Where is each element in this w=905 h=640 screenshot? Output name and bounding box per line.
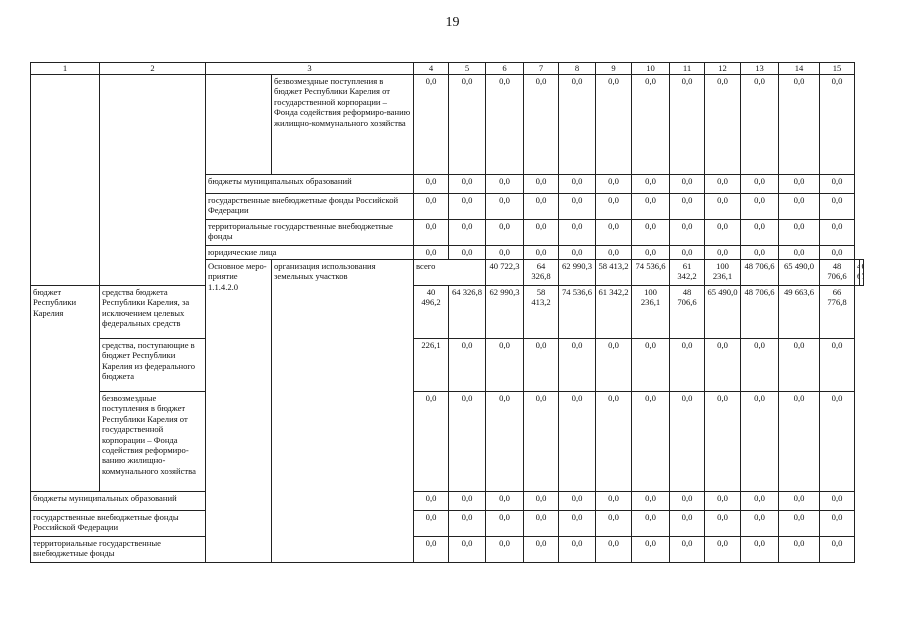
value-cell: 0,0 bbox=[632, 194, 670, 220]
value-cell: 0,0 bbox=[670, 194, 705, 220]
value-cell: 0,0 bbox=[559, 511, 596, 537]
table-row bbox=[31, 511, 864, 537]
value-cell: 0,0 bbox=[705, 175, 741, 194]
value-cell: 0,0 bbox=[524, 392, 559, 492]
value-cell: 0,0 bbox=[820, 492, 855, 511]
row-label: территориальные государственные внебюджетные фонды bbox=[206, 220, 414, 246]
value-cell: 0,0 bbox=[524, 511, 559, 537]
value-cell: 0,0 bbox=[596, 194, 632, 220]
value-cell: 0,0 bbox=[414, 392, 449, 492]
value-cell: 0,0 bbox=[596, 537, 632, 563]
value-cell: 0,0 bbox=[632, 392, 670, 492]
value-cell: 0,0 bbox=[820, 339, 855, 392]
activity-code: Основное меро-приятие 1.1.4.2.0 bbox=[206, 260, 272, 563]
value-cell: 0,0 bbox=[670, 246, 705, 260]
value-cell: 0,0 bbox=[670, 537, 705, 563]
value-cell: 66 776,8 bbox=[820, 286, 855, 339]
value-cell: 0,0 bbox=[741, 220, 779, 246]
header-cell: 8 bbox=[559, 63, 596, 75]
value-cell: 48 706,6 bbox=[741, 286, 779, 339]
value-cell: 0,0 bbox=[449, 537, 486, 563]
value-cell: 74 536,6 bbox=[559, 286, 596, 339]
value-cell: 0,0 bbox=[670, 75, 705, 175]
value-cell: 48 706,6 bbox=[820, 260, 855, 286]
table-row bbox=[31, 492, 864, 511]
value-cell bbox=[859, 260, 864, 286]
header-cell: 2 bbox=[100, 63, 206, 75]
budget-label: бюджет Республики Карелия bbox=[31, 286, 100, 492]
value-cell: 0,0 bbox=[670, 511, 705, 537]
value-cell: 0,0 bbox=[414, 511, 449, 537]
value-cell: 0,0 bbox=[741, 511, 779, 537]
row-label: средства бюджета Республики Карелия, за исключением целевых федеральных средств bbox=[100, 286, 206, 339]
value-cell bbox=[855, 260, 859, 286]
value-cell: 0,0 bbox=[596, 392, 632, 492]
value-cell: 0,0 bbox=[486, 75, 524, 175]
table-row bbox=[31, 339, 864, 392]
value-cell: 0,0 bbox=[486, 194, 524, 220]
value-cell: 0,0 bbox=[632, 492, 670, 511]
value-cell: 65 490,0 bbox=[705, 286, 741, 339]
value-cell: 62 990,3 bbox=[486, 286, 524, 339]
value-cell: 0,0 bbox=[449, 75, 486, 175]
value-cell: 0,0 bbox=[596, 220, 632, 246]
value-cell: 0,0 bbox=[414, 492, 449, 511]
header-cell: 6 bbox=[486, 63, 524, 75]
value-cell: 0,0 bbox=[779, 339, 820, 392]
value-cell: 0,0 bbox=[741, 392, 779, 492]
value-cell: 0,0 bbox=[486, 537, 524, 563]
row-label: государственные внебюджетные фонды Российской Федерации bbox=[206, 194, 414, 220]
value-cell: 58 413,2 bbox=[596, 260, 632, 286]
value-cell: 0,0 bbox=[449, 220, 486, 246]
value-cell: 0,0 bbox=[596, 511, 632, 537]
value-cell: 0,0 bbox=[486, 492, 524, 511]
value-cell: 0,0 bbox=[632, 511, 670, 537]
value-cell: 0,0 bbox=[524, 537, 559, 563]
value-cell: 0,0 bbox=[820, 511, 855, 537]
header-cell: 7 bbox=[524, 63, 559, 75]
value-cell: 0,0 bbox=[559, 75, 596, 175]
value-cell: 0,0 bbox=[486, 220, 524, 246]
value-cell: 49 663,6 bbox=[779, 286, 820, 339]
header-cell: 13 bbox=[741, 63, 779, 75]
value-cell: 64 326,8 bbox=[449, 286, 486, 339]
value-cell: 0,0 bbox=[632, 537, 670, 563]
value-cell: 0,0 bbox=[486, 392, 524, 492]
value-cell: 0,0 bbox=[632, 246, 670, 260]
header-cell: 11 bbox=[670, 63, 705, 75]
value-cell: 0,0 bbox=[524, 175, 559, 194]
value-cell: 0,0 bbox=[449, 392, 486, 492]
value-cell: 48 706,6 bbox=[670, 286, 705, 339]
value-cell: 0,0 bbox=[705, 220, 741, 246]
value-cell: 0,0 bbox=[486, 511, 524, 537]
value-cell: 0,0 bbox=[779, 537, 820, 563]
value-cell: 0,0 bbox=[779, 392, 820, 492]
activity-name: организация использования земельных участков bbox=[272, 260, 414, 563]
value-cell: 100 236,1 bbox=[632, 286, 670, 339]
value-cell: 40 722,3 bbox=[486, 260, 524, 286]
value-cell: 0,0 bbox=[632, 339, 670, 392]
table-row bbox=[31, 75, 864, 175]
value-cell: 0,0 bbox=[779, 220, 820, 246]
value-cell: 0,0 bbox=[559, 492, 596, 511]
value-cell: 61 342,2 bbox=[596, 286, 632, 339]
header-row bbox=[31, 63, 864, 75]
value-cell: 0,0 bbox=[741, 537, 779, 563]
value-cell: 0,0 bbox=[632, 220, 670, 246]
value-cell: 0,0 bbox=[779, 511, 820, 537]
value-cell: 0,0 bbox=[559, 175, 596, 194]
value-cell: 0,0 bbox=[820, 537, 855, 563]
value-cell: 0,0 bbox=[559, 339, 596, 392]
row-label: бюджеты муниципальных образований bbox=[206, 175, 414, 194]
value-cell: 0,0 bbox=[779, 75, 820, 175]
value-cell: 100 236,1 bbox=[705, 260, 741, 286]
value-cell: 0,0 bbox=[524, 220, 559, 246]
value-cell: 0,0 bbox=[705, 392, 741, 492]
value-cell: 0,0 bbox=[559, 220, 596, 246]
row-label: юридические лица bbox=[206, 246, 414, 260]
value-cell: 64 326,8 bbox=[524, 260, 559, 286]
page-number: 19 bbox=[445, 15, 460, 30]
value-cell: 0,0 bbox=[741, 492, 779, 511]
value-cell: 0,0 bbox=[524, 339, 559, 392]
value-cell: 0,0 bbox=[741, 75, 779, 175]
empty-cell bbox=[31, 75, 100, 286]
value-cell: 0,0 bbox=[524, 246, 559, 260]
value-cell: 226,1 bbox=[414, 339, 449, 392]
row-label: безвозмездные поступления в бюджет Республики Карелия от государственной корпорации – Фонда содействия реформиро-ванию жилищно-коммунального хозяйства bbox=[100, 392, 206, 492]
value-cell: 0,0 bbox=[670, 339, 705, 392]
value-cell: 0,0 bbox=[596, 75, 632, 175]
value-cell: 0,0 bbox=[820, 194, 855, 220]
value-cell: 0,0 bbox=[486, 339, 524, 392]
value-cell: 0,0 bbox=[670, 492, 705, 511]
value-cell: 0,0 bbox=[741, 246, 779, 260]
table-row bbox=[31, 392, 864, 492]
value-cell: 0,0 bbox=[820, 220, 855, 246]
value-cell: 0,0 bbox=[779, 175, 820, 194]
budget-table bbox=[30, 62, 864, 563]
value-cell: 40 496,2 bbox=[414, 286, 449, 339]
value-cell: 0,0 bbox=[414, 220, 449, 246]
header-cell: 5 bbox=[449, 63, 486, 75]
value-cell: 0,0 bbox=[414, 175, 449, 194]
row-label: безвозмездные поступления в бюджет Республики Карелия от государственной корпорации – Фонда содействия реформиро-ванию жилищно-коммунального хозяйства bbox=[272, 75, 414, 175]
value-cell: 0,0 bbox=[414, 537, 449, 563]
table-row bbox=[31, 537, 864, 563]
header-cell: 15 bbox=[820, 63, 855, 75]
value-cell: 58 413,2 bbox=[524, 286, 559, 339]
value-cell: 0,0 bbox=[524, 492, 559, 511]
value-cell: 0,0 bbox=[741, 194, 779, 220]
value-cell: 0,0 bbox=[414, 75, 449, 175]
value-cell: 0,0 bbox=[741, 175, 779, 194]
value-cell: 62 990,3 bbox=[559, 260, 596, 286]
header-cell: 1 bbox=[31, 63, 100, 75]
header-cell: 10 bbox=[632, 63, 670, 75]
value-cell: 74 536,6 bbox=[632, 260, 670, 286]
row-label: бюджеты муниципальных образований bbox=[31, 492, 206, 511]
row-label: средства, поступающие в бюджет Республики Карелия из федерального бюджета bbox=[100, 339, 206, 392]
value-cell: 0,0 bbox=[449, 194, 486, 220]
header-cell: 9 bbox=[596, 63, 632, 75]
value-cell: 0,0 bbox=[705, 492, 741, 511]
value-cell: 0,0 bbox=[596, 246, 632, 260]
header-cell: 3 bbox=[206, 63, 414, 75]
value-cell: 0,0 bbox=[820, 75, 855, 175]
value-cell: 0,0 bbox=[705, 75, 741, 175]
row-label: территориальные государственные внебюджетные фонды bbox=[31, 537, 206, 563]
value-cell: 0,0 bbox=[820, 175, 855, 194]
empty-cell bbox=[100, 75, 206, 286]
value-cell: 0,0 bbox=[559, 194, 596, 220]
row-label: государственные внебюджетные фонды Российской Федерации bbox=[31, 511, 206, 537]
header-cell: 14 bbox=[779, 63, 820, 75]
value-cell: 0,0 bbox=[670, 175, 705, 194]
value-cell: 0,0 bbox=[741, 339, 779, 392]
value-cell: 0,0 bbox=[705, 194, 741, 220]
value-cell: 0,0 bbox=[486, 246, 524, 260]
value-cell: 0,0 bbox=[449, 175, 486, 194]
value-cell: 0,0 bbox=[820, 392, 855, 492]
value-cell: 0,0 bbox=[705, 339, 741, 392]
value-cell: 48 706,6 bbox=[741, 260, 779, 286]
value-cell: 0,0 bbox=[705, 537, 741, 563]
empty-cell bbox=[206, 75, 272, 175]
value-cell: 61 342,2 bbox=[670, 260, 705, 286]
value-cell: 0,0 bbox=[670, 220, 705, 246]
table-row bbox=[31, 286, 864, 339]
value-cell: 0,0 bbox=[559, 537, 596, 563]
value-cell: 0,0 bbox=[414, 246, 449, 260]
value-cell: 0,0 bbox=[559, 246, 596, 260]
row-label: всего bbox=[414, 260, 486, 286]
value-cell: 0,0 bbox=[705, 511, 741, 537]
value-cell: 0,0 bbox=[779, 194, 820, 220]
header-cell: 12 bbox=[705, 63, 741, 75]
value-cell: 0,0 bbox=[596, 175, 632, 194]
value-cell: 0,0 bbox=[596, 339, 632, 392]
value-cell: 65 490,0 bbox=[779, 260, 820, 286]
value-cell: 0,0 bbox=[779, 492, 820, 511]
value-cell: 0,0 bbox=[449, 246, 486, 260]
value-cell: 0,0 bbox=[449, 511, 486, 537]
value-cell: 0,0 bbox=[596, 492, 632, 511]
value-cell: 0,0 bbox=[524, 75, 559, 175]
value-cell: 0,0 bbox=[486, 175, 524, 194]
header-cell: 4 bbox=[414, 63, 449, 75]
value-cell: 0,0 bbox=[705, 246, 741, 260]
value-cell: 0,0 bbox=[820, 246, 855, 260]
value-cell: 0,0 bbox=[449, 492, 486, 511]
value-cell: 0,0 bbox=[449, 339, 486, 392]
value-cell: 0,0 bbox=[559, 392, 596, 492]
value-cell: 0,0 bbox=[414, 194, 449, 220]
value-cell: 0,0 bbox=[779, 246, 820, 260]
value-cell: 0,0 bbox=[632, 75, 670, 175]
value-cell: 0,0 bbox=[632, 175, 670, 194]
value-cell: 0,0 bbox=[670, 392, 705, 492]
value-cell: 0,0 bbox=[524, 194, 559, 220]
